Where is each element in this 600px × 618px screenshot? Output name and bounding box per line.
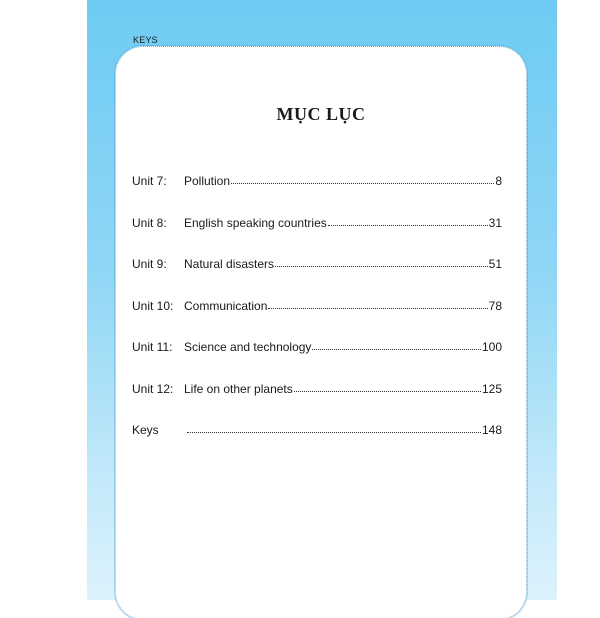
toc-leader-dots — [268, 298, 487, 309]
toc-page-number: 51 — [488, 257, 502, 271]
toc-entry-title: Communication — [184, 298, 268, 313]
toc-page-number: 125 — [481, 381, 502, 396]
toc-entry[interactable] — [132, 382, 502, 424]
toc-page-number: 78 — [488, 298, 502, 313]
toc-entry-title: Life on other planets — [184, 381, 293, 396]
toc-page-number: 8 — [495, 174, 502, 188]
toc-unit-label: Unit 11: — [132, 340, 173, 354]
toc-page-number: 148 — [481, 423, 502, 437]
toc-entry-title: Science and technology — [184, 340, 312, 354]
toc-unit-label: Unit 7: — [132, 174, 167, 188]
toc-page-number: 31 — [488, 215, 502, 230]
toc-entry-keys[interactable] — [132, 423, 502, 465]
toc-entry-title: Pollution — [184, 174, 231, 188]
toc-entry-title: English speaking countries — [184, 215, 327, 230]
toc-entry[interactable] — [132, 216, 502, 258]
toc-leader-dots — [275, 256, 488, 267]
toc-leader-dots — [187, 422, 481, 433]
toc-unit-label: Unit 9: — [132, 257, 167, 271]
toc-entry[interactable] — [132, 257, 502, 299]
toc-title: MỤC LỤC — [276, 104, 366, 124]
toc-entry[interactable] — [132, 340, 502, 382]
toc-entry-title: Natural disasters — [184, 257, 275, 271]
toc-leader-dots — [231, 173, 494, 184]
toc-leader-dots — [328, 215, 488, 226]
toc-entry[interactable] — [132, 174, 502, 216]
running-header: KEYS — [133, 35, 158, 45]
toc-unit-label: Unit 12: — [132, 381, 174, 396]
toc-unit-label: Unit 10: — [132, 298, 174, 313]
toc-leader-dots — [294, 381, 481, 392]
toc-leader-dots — [312, 339, 481, 350]
toc-entry[interactable] — [132, 299, 502, 341]
toc-page-number: 100 — [481, 340, 502, 354]
toc-list — [132, 174, 502, 465]
toc-unit-label: Keys — [132, 423, 159, 437]
toc-unit-label: Unit 8: — [132, 215, 167, 230]
